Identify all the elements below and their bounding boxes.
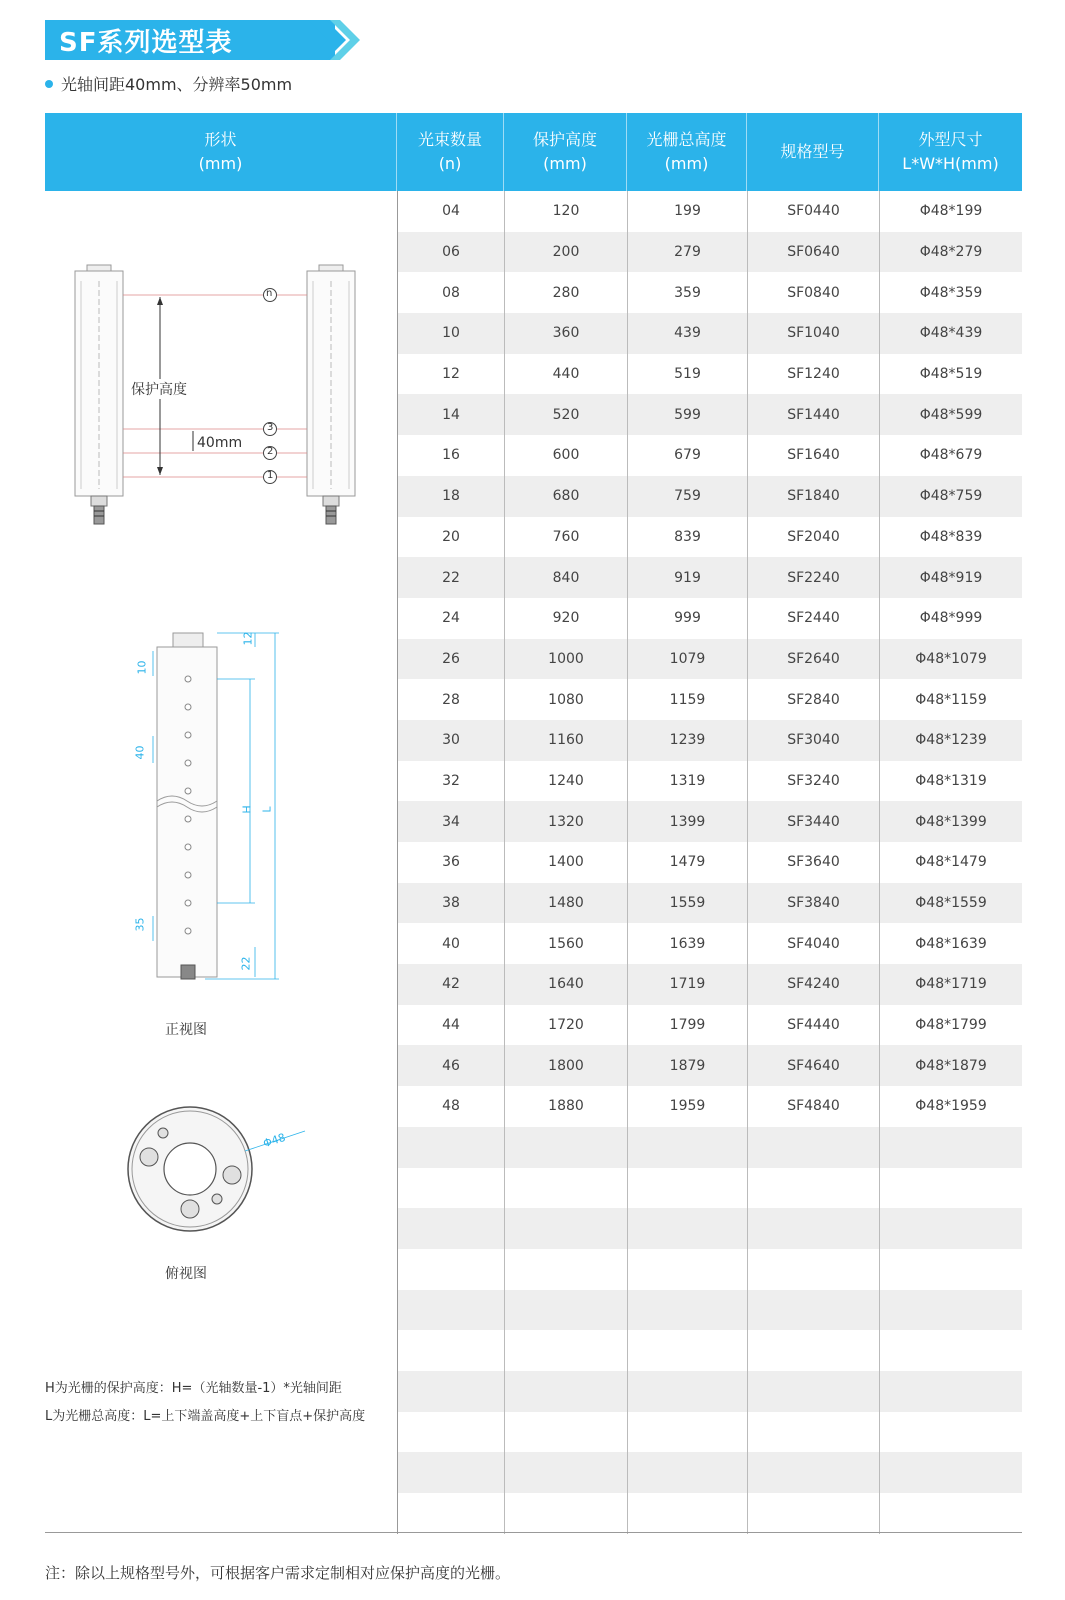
table-cell	[627, 1168, 747, 1209]
table-cell: Φ48*199	[879, 191, 1022, 232]
table-cell	[627, 1208, 747, 1249]
table-cell	[504, 1168, 627, 1209]
table-cell: SF2040	[747, 517, 879, 558]
table-cell: 48	[397, 1086, 504, 1127]
table-cell: 999	[627, 598, 747, 639]
table-cell: 44	[397, 1005, 504, 1046]
table-row	[397, 761, 1022, 802]
table-row	[397, 801, 1022, 842]
table-cell: Φ48*439	[879, 313, 1022, 354]
table-row	[397, 1005, 1022, 1046]
table-cell	[879, 1330, 1022, 1371]
table-cell: 04	[397, 191, 504, 232]
table-cell: 1479	[627, 842, 747, 883]
h-formula-note: H为光栅的保护高度：H=（光轴数量-1）*光轴间距	[45, 1381, 342, 1396]
table-cell	[504, 1371, 627, 1412]
table-cell: 439	[627, 313, 747, 354]
dim-L: L	[260, 806, 274, 813]
table-row	[397, 1127, 1022, 1168]
table-cell	[397, 1168, 504, 1209]
table-cell	[879, 1127, 1022, 1168]
table-cell	[747, 1290, 879, 1331]
table-cell	[747, 1493, 879, 1534]
table-row	[397, 517, 1022, 558]
table-cell: 26	[397, 639, 504, 680]
table-cell: 1959	[627, 1086, 747, 1127]
table-cell: Φ48*1479	[879, 842, 1022, 883]
table-cell: SF4440	[747, 1005, 879, 1046]
table-cell: 280	[504, 272, 627, 313]
table-row	[397, 394, 1022, 435]
table-cell: SF3640	[747, 842, 879, 883]
header-shape	[45, 113, 397, 191]
table-cell: Φ48*1639	[879, 923, 1022, 964]
table-cell	[747, 1249, 879, 1290]
table-cell: Φ48*759	[879, 476, 1022, 517]
table-cell	[397, 1452, 504, 1493]
footnote: 注：除以上规格型号外，可根据客户需求定制相对应保护高度的光栅。	[45, 1564, 511, 1582]
table-row	[397, 842, 1022, 883]
shape-column	[45, 191, 397, 1533]
table-cell	[627, 1452, 747, 1493]
table-cell: Φ48*1319	[879, 761, 1022, 802]
table-cell: 680	[504, 476, 627, 517]
beam-2-label: 2	[267, 446, 274, 457]
table-cell: SF1240	[747, 354, 879, 395]
table-cell: Φ48*1079	[879, 639, 1022, 680]
table-cell	[504, 1452, 627, 1493]
table-cell: SF2640	[747, 639, 879, 680]
dim-35: 35	[133, 917, 147, 932]
table-cell: Φ48*359	[879, 272, 1022, 313]
table-cell: 840	[504, 557, 627, 598]
table-cell: 1560	[504, 923, 627, 964]
table-row	[397, 883, 1022, 924]
table-cell: 16	[397, 435, 504, 476]
table-cell	[504, 1208, 627, 1249]
header-total-height	[627, 113, 747, 191]
table-cell	[747, 1330, 879, 1371]
table-cell	[627, 1290, 747, 1331]
header-protect-height	[504, 113, 627, 191]
table-cell: SF4040	[747, 923, 879, 964]
table-cell: Φ48*999	[879, 598, 1022, 639]
table-cell: SF3440	[747, 801, 879, 842]
table-cell: SF3040	[747, 720, 879, 761]
table-cell: 600	[504, 435, 627, 476]
table-cell	[397, 1493, 504, 1534]
table-cell: 08	[397, 272, 504, 313]
table-cell: 1400	[504, 842, 627, 883]
table-cell: Φ48*1239	[879, 720, 1022, 761]
header-label: 光栅总高度	[646, 130, 727, 149]
table-row	[397, 639, 1022, 680]
subtitle	[45, 72, 292, 95]
table-cell: 1639	[627, 923, 747, 964]
spacing-label: 40mm	[197, 435, 243, 451]
table-cell	[504, 1290, 627, 1331]
table-cell	[879, 1249, 1022, 1290]
table-cell	[627, 1330, 747, 1371]
table-row	[397, 923, 1022, 964]
top-view-diagram	[45, 1091, 397, 1251]
table-row	[397, 435, 1022, 476]
table-row	[397, 191, 1022, 232]
table-cell: 1800	[504, 1045, 627, 1086]
table-cell: Φ48*1879	[879, 1045, 1022, 1086]
title-banner	[45, 20, 335, 60]
table-cell	[879, 1452, 1022, 1493]
table-row	[397, 679, 1022, 720]
header-unit: L*W*H(mm)	[902, 154, 999, 173]
table-cell: 1720	[504, 1005, 627, 1046]
header-model	[747, 113, 879, 191]
table-cell: Φ48*839	[879, 517, 1022, 558]
table-cell: 440	[504, 354, 627, 395]
table-row	[397, 1371, 1022, 1412]
table-cell: 18	[397, 476, 504, 517]
table-cell	[747, 1452, 879, 1493]
table-cell	[879, 1371, 1022, 1412]
table-row	[397, 557, 1022, 598]
table-row	[397, 598, 1022, 639]
table-cell	[747, 1371, 879, 1412]
table-cell: SF2840	[747, 679, 879, 720]
table-cell	[397, 1249, 504, 1290]
dim-22: 22	[239, 956, 253, 971]
table-cell: 679	[627, 435, 747, 476]
table-cell: 839	[627, 517, 747, 558]
table-row	[397, 1208, 1022, 1249]
table-cell: SF1040	[747, 313, 879, 354]
table-cell: SF4840	[747, 1086, 879, 1127]
table-cell: 199	[627, 191, 747, 232]
table-cell: SF2240	[747, 557, 879, 598]
table-cell: SF1440	[747, 394, 879, 435]
dim-12: 12	[241, 631, 255, 646]
beam-3-label: 3	[267, 422, 274, 433]
table-cell: 1719	[627, 964, 747, 1005]
table-cell: SF2440	[747, 598, 879, 639]
table-cell: 24	[397, 598, 504, 639]
table-cell: 14	[397, 394, 504, 435]
beam-1-label: 1	[267, 470, 274, 481]
table-cell: 1880	[504, 1086, 627, 1127]
table-cell	[879, 1493, 1022, 1534]
table-cell: 1879	[627, 1045, 747, 1086]
table-cell	[397, 1290, 504, 1331]
table-cell: Φ48*1399	[879, 801, 1022, 842]
header-unit: (mm)	[198, 154, 243, 173]
table-row	[397, 1330, 1022, 1371]
header-label: 光束数量	[417, 130, 482, 149]
table-cell: 1240	[504, 761, 627, 802]
table-row	[397, 476, 1022, 517]
table-cell: 1080	[504, 679, 627, 720]
table-cell: SF1640	[747, 435, 879, 476]
table-cell: 46	[397, 1045, 504, 1086]
table-cell	[504, 1127, 627, 1168]
table-row	[397, 964, 1022, 1005]
dim-H: H	[240, 805, 254, 814]
table-cell	[747, 1127, 879, 1168]
table-cell: Φ48*679	[879, 435, 1022, 476]
header-unit: (n)	[438, 154, 462, 173]
front-view-diagram	[45, 621, 397, 981]
dim-40: 40	[133, 745, 147, 760]
table-cell: 1640	[504, 964, 627, 1005]
table-cell: 120	[504, 191, 627, 232]
table-cell: 760	[504, 517, 627, 558]
table-cell: 1799	[627, 1005, 747, 1046]
table-row	[397, 720, 1022, 761]
table-cell: 279	[627, 232, 747, 273]
table-cell: 1559	[627, 883, 747, 924]
table-cell	[879, 1412, 1022, 1453]
table-row	[397, 272, 1022, 313]
table-cell	[397, 1371, 504, 1412]
table-cell: 34	[397, 801, 504, 842]
header-beam-count	[397, 113, 504, 191]
header-unit: (mm)	[664, 154, 709, 173]
table-cell: 1079	[627, 639, 747, 680]
header-dimensions	[879, 113, 1022, 191]
table-cell: Φ48*599	[879, 394, 1022, 435]
table-cell	[627, 1127, 747, 1168]
header-label: 外型尺寸	[918, 130, 983, 149]
table-row	[397, 1412, 1022, 1453]
header-label: 形状	[204, 130, 237, 149]
table-cell	[504, 1330, 627, 1371]
table-cell	[879, 1168, 1022, 1209]
table-cell	[504, 1412, 627, 1453]
table-cell: 06	[397, 232, 504, 273]
table-cell: 200	[504, 232, 627, 273]
table-cell: 36	[397, 842, 504, 883]
header-label: 保护高度	[532, 130, 597, 149]
table-cell	[747, 1168, 879, 1209]
table-row	[397, 1249, 1022, 1290]
table-cell: 42	[397, 964, 504, 1005]
table-cell: 1159	[627, 679, 747, 720]
table-cell	[627, 1493, 747, 1534]
table-cell	[504, 1249, 627, 1290]
table-bottom-divider	[45, 1532, 1022, 1533]
table-cell: 10	[397, 313, 504, 354]
bullet-icon	[45, 80, 53, 88]
table-row	[397, 232, 1022, 273]
beam-n-label: n	[266, 288, 273, 299]
table-body	[397, 191, 1022, 1534]
dim-10: 10	[135, 660, 149, 675]
table-cell: 28	[397, 679, 504, 720]
front-view-caption: 正视图	[165, 1022, 207, 1038]
table-cell: Φ48*519	[879, 354, 1022, 395]
table-cell: 1319	[627, 761, 747, 802]
table-cell: 1000	[504, 639, 627, 680]
table-cell: Φ48*1559	[879, 883, 1022, 924]
table-cell: 920	[504, 598, 627, 639]
table-row	[397, 1086, 1022, 1127]
table-cell: 1239	[627, 720, 747, 761]
table-cell: 12	[397, 354, 504, 395]
table-cell: 759	[627, 476, 747, 517]
table-cell	[397, 1208, 504, 1249]
table-cell: 38	[397, 883, 504, 924]
chevron-right-icon	[308, 20, 368, 60]
table-cell	[879, 1208, 1022, 1249]
table-cell: 20	[397, 517, 504, 558]
table-cell: 520	[504, 394, 627, 435]
table-cell: SF0840	[747, 272, 879, 313]
table-row	[397, 354, 1022, 395]
table-row	[397, 1493, 1022, 1534]
table-row	[397, 1452, 1022, 1493]
table-cell: 22	[397, 557, 504, 598]
header-unit: (mm)	[543, 154, 587, 173]
table-cell: 1160	[504, 720, 627, 761]
table-row	[397, 1045, 1022, 1086]
table-cell: Φ48*279	[879, 232, 1022, 273]
table-cell	[397, 1412, 504, 1453]
protect-height-label: 保护高度	[131, 379, 187, 399]
table-cell	[397, 1127, 504, 1168]
table-cell: SF4640	[747, 1045, 879, 1086]
table-cell: SF4240	[747, 964, 879, 1005]
l-formula-note: L为光栅总高度：L=上下端盖高度+上下盲点+保护高度	[45, 1409, 366, 1424]
table-cell	[397, 1330, 504, 1371]
table-cell: Φ48*1719	[879, 964, 1022, 1005]
table-cell	[879, 1290, 1022, 1331]
table-cell: SF0440	[747, 191, 879, 232]
table-cell	[747, 1208, 879, 1249]
page-title: SF系列选型表	[59, 27, 233, 58]
table-cell: Φ48*1959	[879, 1086, 1022, 1127]
table-cell: SF0640	[747, 232, 879, 273]
table-cell: 1399	[627, 801, 747, 842]
table-cell	[627, 1249, 747, 1290]
table-cell	[747, 1412, 879, 1453]
table-row	[397, 1168, 1022, 1209]
table-cell: Φ48*1799	[879, 1005, 1022, 1046]
table-cell: SF3840	[747, 883, 879, 924]
table-cell: 1320	[504, 801, 627, 842]
header-label: 规格型号	[780, 142, 845, 161]
table-cell: 40	[397, 923, 504, 964]
table-cell	[504, 1493, 627, 1534]
table-cell: 519	[627, 354, 747, 395]
table-cell: 599	[627, 394, 747, 435]
table-cell: Φ48*1159	[879, 679, 1022, 720]
subtitle-text: 光轴间距40mm、分辨率50mm	[61, 75, 293, 94]
table-cell: 1480	[504, 883, 627, 924]
table-cell: SF1840	[747, 476, 879, 517]
top-view-caption: 俯视图	[165, 1266, 207, 1282]
table-cell: 919	[627, 557, 747, 598]
table-row	[397, 313, 1022, 354]
table-cell: SF3240	[747, 761, 879, 802]
table-row	[397, 1290, 1022, 1331]
table-cell: 360	[504, 313, 627, 354]
table-cell: 359	[627, 272, 747, 313]
table-cell	[627, 1412, 747, 1453]
table-cell: 30	[397, 720, 504, 761]
table-cell: Φ48*919	[879, 557, 1022, 598]
table-cell: 32	[397, 761, 504, 802]
table-cell	[627, 1371, 747, 1412]
table-header	[45, 113, 1022, 191]
phi-label: Φ48	[261, 1130, 288, 1151]
